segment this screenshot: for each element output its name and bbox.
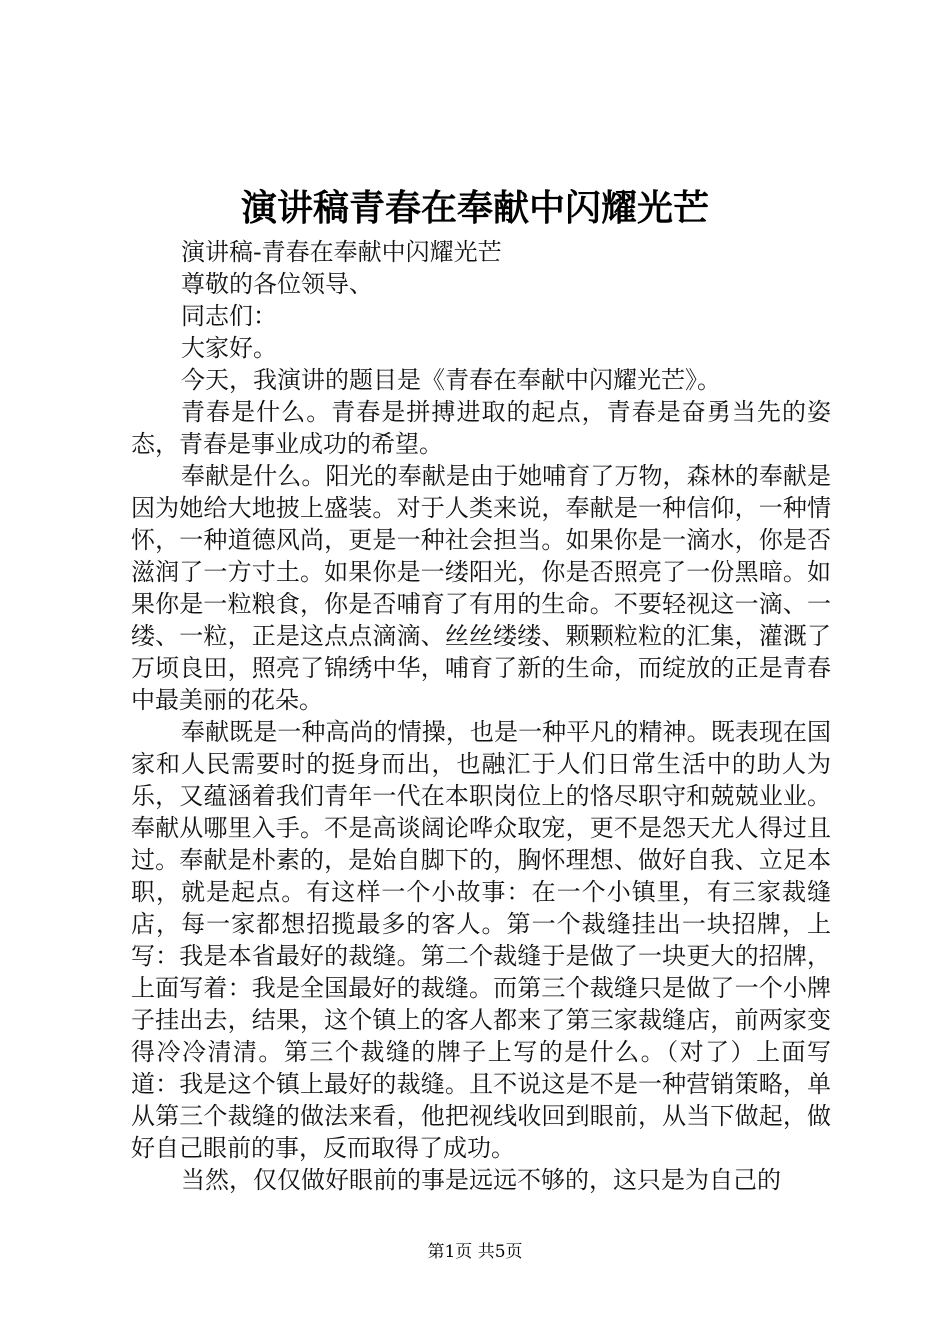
paragraph: 当然，仅仅做好眼前的事是远远不够的，这只是为自己的	[181, 1166, 781, 1194]
document-body	[131, 236, 831, 1196]
paragraph: 青春是什么。青春是拼搏进取的起点，青春是奋勇当先的姿态，青春是事业成功的希望。	[131, 398, 831, 458]
paragraph: 奉献既是一种高尚的情操，也是一种平凡的精神。既表现在国家和人民需要时的挺身而出，也融汇于人们日常生活中的助人为乐，又蕴涵着我们青年一代在本职岗位上的恪尽职守和兢兢业业。奉献从哪里入手。不是高谈阔论哗众取宠，更不是怨天尤人得过且过。奉献是朴素的，是始自脚下的，胸怀理想、做好自我、立足本职，就是起点。有这样一个小故事：在一个小镇里，有三家裁缝店，每一家都想招揽最多的客人。第一个裁缝挂出一块招牌，上写：我是本省最好的裁缝。第二个裁缝于是做了一块更大的招牌，上面写着：我是全国最好的裁缝。而第三个裁缝只是做了一个小牌子挂出去，结果，这个镇上的客人都来了第三家裁缝店，前两家变得冷冷清清。第三个裁缝的牌子上写的是什么。（对了）上面写道：我是这个镇上最好的裁缝。且不说这是不是一种营销策略，单从第三个裁缝的做法来看，他把视线收回到眼前，从当下做起，做好自己眼前的事，反而取得了成功。	[131, 718, 831, 1162]
paragraph: 大家好。	[181, 334, 277, 362]
document-title: 演讲稿青春在奉献中闪耀光芒	[240, 187, 709, 229]
paragraph: 演讲稿-青春在奉献中闪耀光芒	[181, 238, 502, 266]
paragraph: 奉献是什么。阳光的奉献是由于她哺育了万物，森林的奉献是因为她给大地披上盛装。对于人类来说，奉献是一种信仰，一种情怀，一种道德风尚，更是一种社会担当。如果你是一滴水，你是否滋润了一方寸土。如果你是一缕阳光，你是否照亮了一份黑暗。如果你是一粒粮食，你是否哺育了有用的生命。不要轻视这一滴、一缕、一粒，正是这点点滴滴、丝丝缕缕、颗颗粒粒的汇集，灌溉了万顷良田，照亮了锦绣中华，哺育了新的生命，而绽放的正是青春中最美丽的花朵。	[131, 462, 831, 714]
paragraph: 尊敬的各位领导、	[181, 270, 373, 298]
paragraph: 今天，我演讲的题目是《青春在奉献中闪耀光芒》。	[181, 366, 721, 394]
paragraph: 同志们：	[181, 302, 277, 330]
page-number-footer: 第1页 共5页	[427, 1242, 523, 1262]
